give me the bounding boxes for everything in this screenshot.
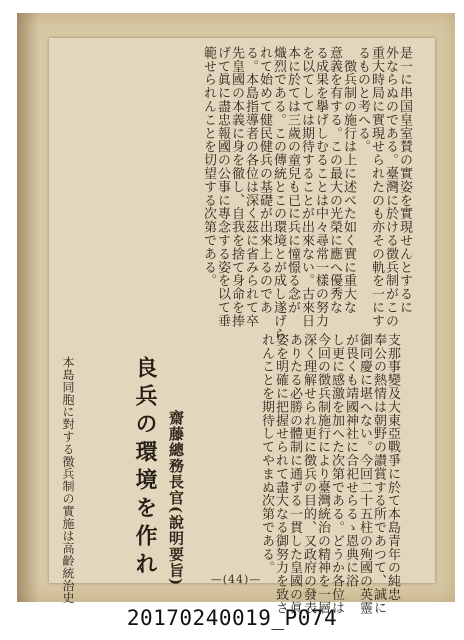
scanned-book-page: [17, 13, 455, 615]
archive-id-caption: 20170240019_P074: [126, 606, 338, 630]
article-title: 良兵の環境を作れ: [132, 356, 158, 580]
page-number: —(44)—: [210, 573, 262, 586]
book-binding-shadow: [17, 13, 39, 602]
article-intro-text: 本島同胞に對する徴兵制の實施は高齡統治史: [61, 356, 75, 604]
body-text-upper: 是一に串国皇室賛の實姿を實現せんとするに 外ならぬのである。臺灣に於ける徴兵制がこの 重大時局に實現せられたのも亦その軌を一にす るものと考へる。 徴兵制の施行は上に述べた如く實に重大な 意義を有する。この最大の光榮に應へ優秀な る成果を擧げしむることは中々尋常一樣の努力 を以てしては期待することが出來ない。古來日 本に於ては三歲の童兒も已に兵に憧憬る念が 熾烈である。この傳統とこの環境とが成し遂げら れて始めて健民健兵の基礎が出來上るのであ る。本島指導者の各位は深く茲に省みられて卒 先皇國の本義に身を徹し、自我を捨て身命を捧 げて眞に盡忠報國の公事に專念する姿を以て垂 範せられんことを切望する次第である。: [201, 46, 412, 341]
body-text-lower: 支那事變及大東亞戰爭に於て本島青年の純忠 奉公の熱情は朝野の讃賞する所であつて、誠に 御同慶に堪へない。今回二十五柱の殉國の英靈 が畏くも靖國神社に合祀せらるゝ恩典に浴 し更に感激を加へた次第である。どうか各位は 今回の徴兵制施行により臺灣統治の精神を一層 深く理解せられ更に徴兵の目的、又政府の發表 ありたる必勝の體制に通ずる一貫した皇國の眞 姿を明確に把握せられて盡大なる御努力を致さ れんことを期待してやまぬ次第である。: [259, 333, 400, 615]
speaker-byline: 齋藤總務長官(說明要旨): [167, 410, 185, 587]
page-paper: [49, 38, 435, 615]
